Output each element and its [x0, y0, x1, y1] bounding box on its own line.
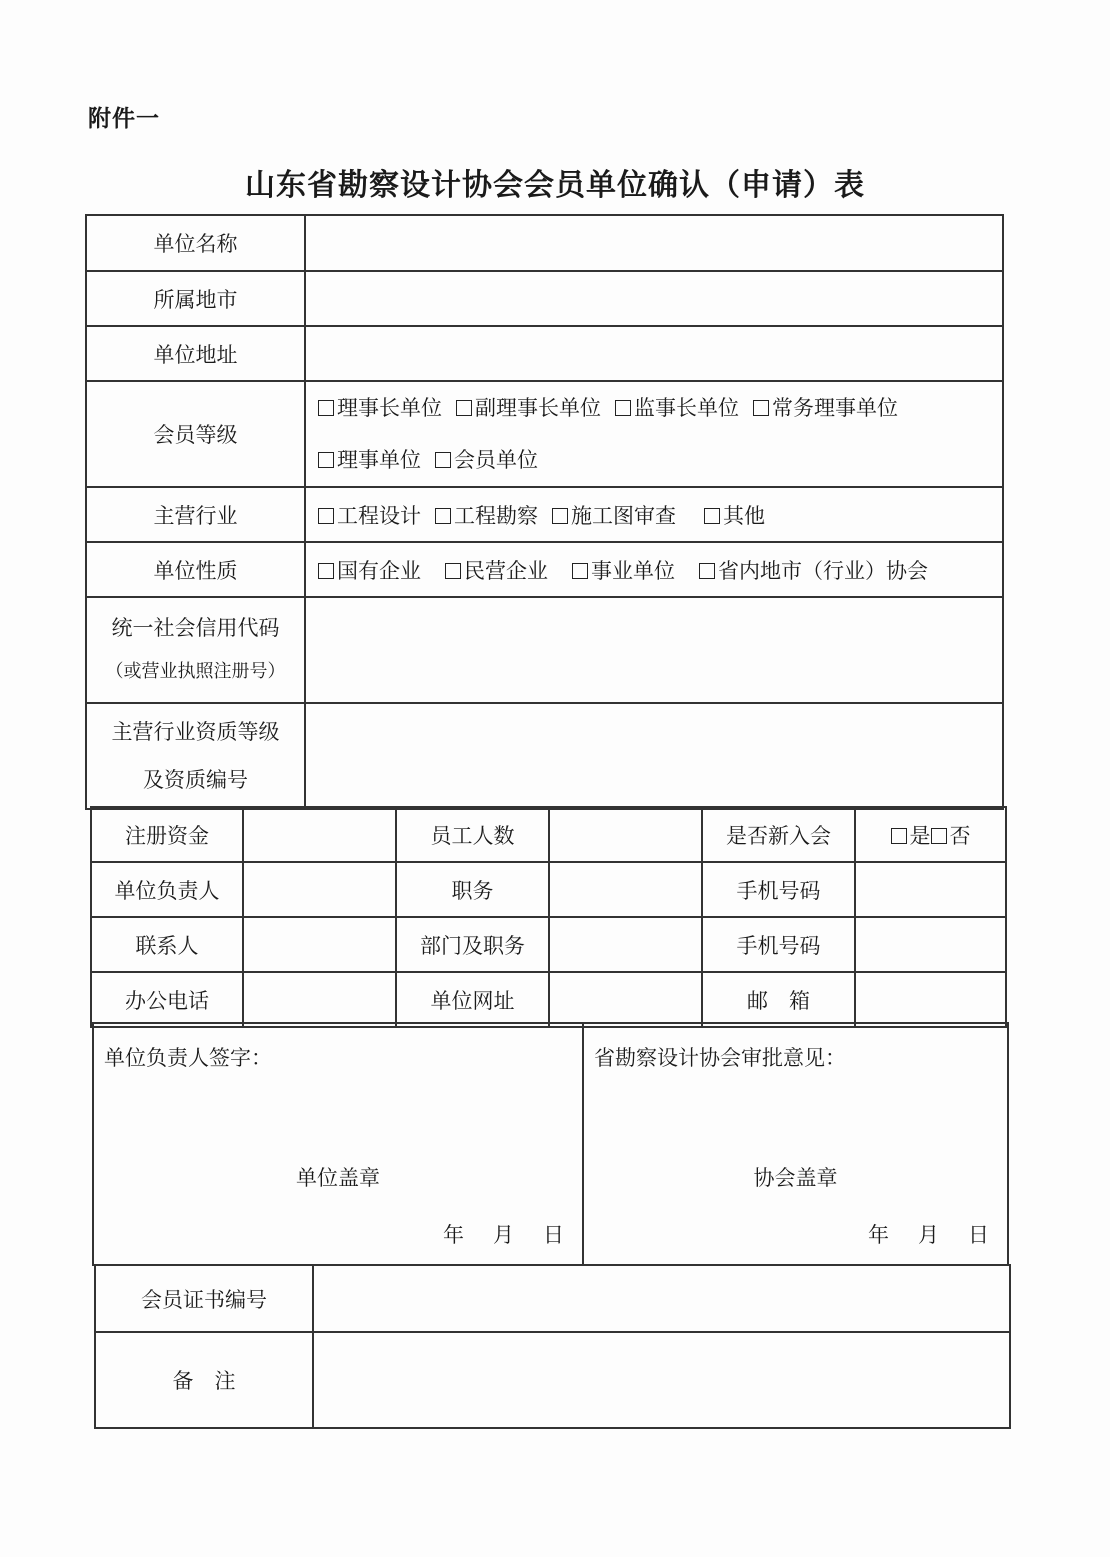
- label-address: 单位地址: [86, 326, 305, 381]
- option-new-member-yes[interactable]: 是: [891, 824, 931, 848]
- checkbox-icon[interactable]: [456, 400, 472, 416]
- checkbox-icon[interactable]: [445, 563, 461, 579]
- checkbox-icon[interactable]: [931, 828, 947, 844]
- input-registered-capital[interactable]: [243, 807, 396, 862]
- label-qualification: [86, 703, 305, 809]
- label-dept-position: 部门及职务: [396, 917, 549, 972]
- option-member-level-1[interactable]: 理事长单位: [318, 396, 442, 420]
- credit-code-title: 统一社会信用代码: [111, 616, 280, 640]
- form-title: 山东省勘察设计协会会员单位确认（申请）表: [245, 168, 865, 203]
- unit-seal-label: 单位盖章: [296, 1166, 380, 1190]
- option-member-level-6[interactable]: 会员单位: [435, 448, 538, 472]
- checkbox-icon[interactable]: [552, 508, 568, 524]
- option-member-level-5[interactable]: 理事单位: [318, 448, 421, 472]
- label-registered-capital: 注册资金: [91, 807, 243, 862]
- label-contact: 联系人: [91, 917, 243, 972]
- input-email[interactable]: [855, 972, 1006, 1027]
- checkbox-icon[interactable]: [318, 400, 334, 416]
- option-industry-4[interactable]: 其他: [704, 504, 765, 528]
- label-new-member: 是否新入会: [702, 807, 855, 862]
- main-industry-options: [305, 487, 1003, 542]
- label-employee-count: 员工人数: [396, 807, 549, 862]
- input-contact[interactable]: [243, 917, 396, 972]
- label-unit-nature: 单位性质: [86, 542, 305, 597]
- input-employee-count[interactable]: [549, 807, 702, 862]
- unit-nature-options: [305, 542, 1003, 597]
- input-leader-mobile[interactable]: [855, 862, 1006, 917]
- option-new-member-no[interactable]: 否: [931, 824, 971, 848]
- new-member-options: [855, 807, 1006, 862]
- input-dept-position[interactable]: [549, 917, 702, 972]
- option-industry-2[interactable]: 工程勘察: [435, 504, 538, 528]
- label-email: 邮 箱: [702, 972, 855, 1027]
- checkbox-icon[interactable]: [615, 400, 631, 416]
- attachment-label: 附件一: [88, 106, 160, 132]
- input-unit-leader[interactable]: [243, 862, 396, 917]
- input-contact-mobile[interactable]: [855, 917, 1006, 972]
- signature-unit-box[interactable]: [93, 1023, 583, 1265]
- label-leader-mobile: 手机号码: [702, 862, 855, 917]
- label-website: 单位网址: [396, 972, 549, 1027]
- input-cert-no[interactable]: [313, 1265, 1010, 1332]
- signature-unit-title: 单位负责人签字：: [104, 1046, 272, 1070]
- label-unit-name: 单位名称: [86, 215, 305, 271]
- label-position: 职务: [396, 862, 549, 917]
- option-nature-4[interactable]: 省内地市（行业）协会: [699, 559, 928, 583]
- input-position[interactable]: [549, 862, 702, 917]
- option-member-level-4[interactable]: 常务理事单位: [753, 396, 898, 420]
- label-unit-leader: 单位负责人: [91, 862, 243, 917]
- label-cert-no: 会员证书编号: [95, 1265, 313, 1332]
- qualification-subtitle: 及资质编号: [143, 768, 248, 792]
- checkbox-icon[interactable]: [318, 452, 334, 468]
- signature-association-box[interactable]: [583, 1023, 1008, 1265]
- checkbox-icon[interactable]: [572, 563, 588, 579]
- unit-date-label: 年 月 日: [443, 1223, 568, 1247]
- input-qualification[interactable]: [305, 703, 1003, 809]
- member-level-options: [305, 381, 1003, 487]
- label-member-level: 会员等级: [86, 381, 305, 487]
- option-nature-2[interactable]: 民营企业: [445, 559, 548, 583]
- qualification-title: 主营行业资质等级: [111, 720, 280, 744]
- form-table-top: [85, 214, 1004, 810]
- option-nature-1[interactable]: 国有企业: [318, 559, 421, 583]
- option-member-level-3[interactable]: 监事长单位: [615, 396, 739, 420]
- label-city: 所属地市: [86, 271, 305, 326]
- input-office-phone[interactable]: [243, 972, 396, 1027]
- checkbox-icon[interactable]: [891, 828, 907, 844]
- checkbox-icon[interactable]: [753, 400, 769, 416]
- input-website[interactable]: [549, 972, 702, 1027]
- input-city[interactable]: [305, 271, 1003, 326]
- input-remarks[interactable]: [313, 1332, 1010, 1428]
- association-seal-label: 协会盖章: [753, 1166, 838, 1190]
- label-main-industry: 主营行业: [86, 487, 305, 542]
- checkbox-icon[interactable]: [435, 452, 451, 468]
- form-table-contacts: [90, 806, 1007, 1028]
- label-remarks: 备 注: [95, 1332, 313, 1428]
- input-unit-name[interactable]: [305, 215, 1003, 271]
- label-credit-code: [86, 597, 305, 703]
- checkbox-icon[interactable]: [318, 508, 334, 524]
- checkbox-icon[interactable]: [318, 563, 334, 579]
- option-nature-3[interactable]: 事业单位: [572, 559, 675, 583]
- option-industry-3[interactable]: 施工图审查: [552, 504, 676, 528]
- checkbox-icon[interactable]: [704, 508, 720, 524]
- input-address[interactable]: [305, 326, 1003, 381]
- association-date-label: 年 月 日: [868, 1223, 993, 1247]
- label-office-phone: 办公电话: [91, 972, 243, 1027]
- input-credit-code[interactable]: [305, 597, 1003, 703]
- approval-title: 省勘察设计协会审批意见：: [594, 1046, 846, 1070]
- option-industry-1[interactable]: 工程设计: [318, 504, 421, 528]
- label-contact-mobile: 手机号码: [702, 917, 855, 972]
- credit-code-subtitle: （或营业执照注册号）: [105, 661, 286, 682]
- checkbox-icon[interactable]: [699, 563, 715, 579]
- form-table-bottom: [94, 1264, 1011, 1429]
- option-member-level-2[interactable]: 副理事长单位: [456, 396, 601, 420]
- checkbox-icon[interactable]: [435, 508, 451, 524]
- form-table-signature: [92, 1022, 1009, 1266]
